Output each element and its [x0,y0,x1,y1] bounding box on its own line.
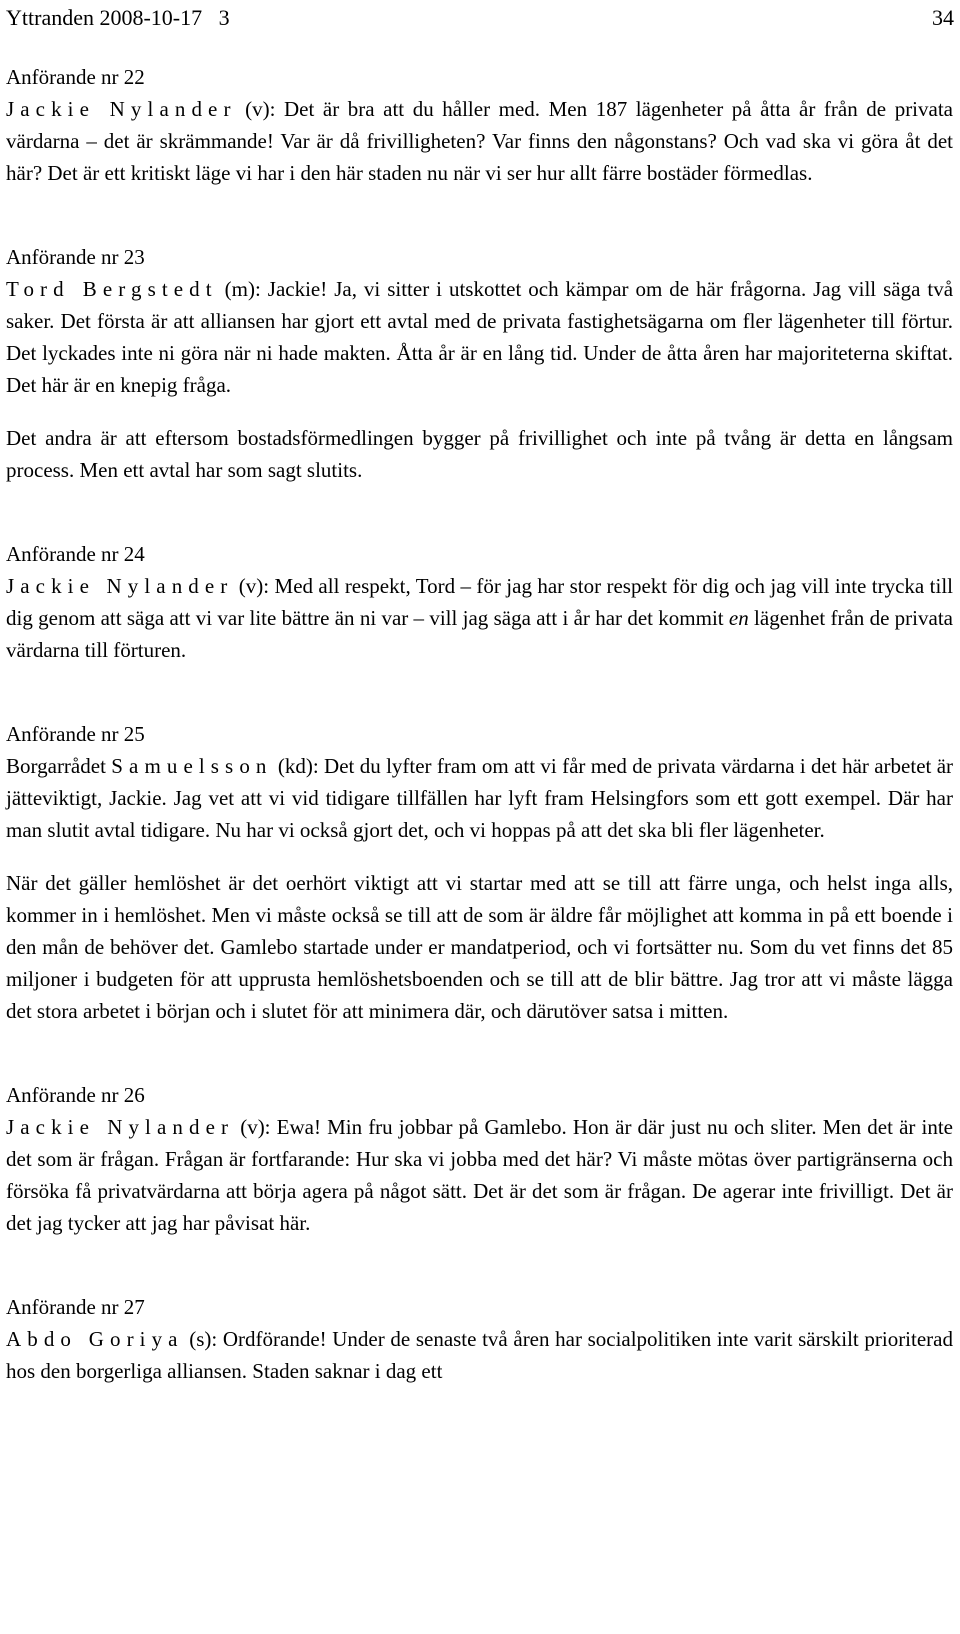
speech-paragraph [6,1111,953,1239]
header-date-section: Yttranden 2008-10-17 3 [6,5,230,30]
speech-26 [6,1079,953,1239]
speech-heading: Anförande nr 22 [6,65,145,89]
speaker-name: Jackie Nylander [6,1115,235,1139]
page-number: 34 [932,5,954,30]
speech-heading: Anförande nr 25 [6,722,145,746]
speech-paragraph [6,1323,953,1387]
page-header [6,2,954,34]
speech-heading: Anförande nr 23 [6,245,145,269]
speech-text: Ordförande! Under de senaste två åren har socialpolitiken inte varit särskilt prioriterad hos den borgerliga alliansen. Staden saknar i dag ett [6,1327,953,1383]
speaker-party: (v): [236,97,284,121]
speech-23 [6,241,953,486]
speaker-party: (m): [217,277,268,301]
speaker-name: Tord Bergstedt [6,277,218,301]
speaker-party: (v): [234,1115,277,1139]
speech-22 [6,61,953,189]
speaker-title: Borgarrådet [6,754,112,778]
speaker-party: (v): [233,574,275,598]
document-body [6,61,953,1387]
speech-heading: Anförande nr 27 [6,1295,145,1319]
speech-text: lägenhet från de privata värdarna till förturen. [6,606,953,662]
speech-24 [6,538,953,666]
speech-paragraph [6,570,953,666]
speaker-name: Jackie Nylander [6,574,234,598]
speech-paragraph [6,273,953,401]
speech-heading: Anförande nr 26 [6,1083,145,1107]
speech-text: Ewa! Min fru jobbar på Gamlebo. Hon är där just nu och sliter. Men det är inte det som är frågan. Frågan är fortfarande: Hur ska vi jobba med det här? Vi måste mötas över partigränserna och försöka få privatvärdarna att börja agera på något sätt. Det är det som är frågan. De agerar inte frivilligt. Det är det jag tycker att jag har påvisat här. [6,1115,953,1235]
speech-text: Det är bra att du håller med. Men 187 lägenheter på åtta år från de privata värdarna – det är skrämmande! Var är då frivilligheten? Var finns den någonstans? Och vad ska vi göra åt det här? Det är ett kritiskt läge vi har i den här staden nu när vi ser hur allt färre bostäder förmedlas. [6,97,953,185]
speaker-party: (kd): [272,754,325,778]
speech-paragraph: När det gäller hemlöshet är det oerhört viktigt att vi startar med att se till att färre unga, och helst inga alls, kommer in i hemlöshet. Men vi måste också se till att de som är äldre får möjlighet att komma in på ett boende i den mån de behöver det. Gamlebo startade under er mandatperiod, och vi fortsätter nu. Som du vet finns det 85 miljoner i budgeten för att upprusta hemlöshetsboenden och se till att de blir bättre. Jag tror att vi måste lägga det stora arbetet i början och i slutet för att minimera där, och därutöver satsa i mitten. [6,871,953,1023]
speaker-name: Jackie Nylander [6,97,237,121]
speech-paragraph [6,750,953,846]
speech-paragraph [6,93,953,189]
emphasized-word: en [728,606,749,630]
speaker-party: (s): [183,1327,223,1351]
speech-heading: Anförande nr 24 [6,542,145,566]
speech-25 [6,718,953,1027]
speech-paragraph: Det andra är att eftersom bostadsförmedlingen bygger på frivillighet och inte på tvång är detta en långsam process. Men ett avtal har som sagt slutits. [6,426,953,482]
speech-text: Med all respekt, Tord – för jag har stor respekt för dig och jag vill inte trycka till dig genom att säga att vi var lite bättre än ni var – vill jag säga att i år har det kommit [6,574,953,630]
speaker-name: Abdo Goriya [6,1327,184,1351]
speech-text: Det du lyfter fram om att vi får med de privata värdarna i det här arbetet är jätteviktigt, Jackie. Jag vet att vi vid tidigare tillfällen har lyft fram Helsingfors som ett gott exempel. Där har man slutit avtal tidigare. Nu har vi också gjort det, och vi hoppas på att det ska bli fler lägenheter. [6,754,954,842]
speaker-name: Samuelsson [111,754,273,778]
speech-27 [6,1291,953,1387]
speech-text: Jackie! Ja, vi sitter i utskottet och kämpar om de här frågorna. Jag vill säga två saker. Det första är att alliansen har gjort ett avtal med de privata fastighetsägarna om fler lägenheter till förtur. Det lyckades inte ni göra när ni hade makten. Åtta år är en lång tid. Under de åtta åren har majoriteterna skiftat. Det här är en knepig fråga. [6,277,954,397]
